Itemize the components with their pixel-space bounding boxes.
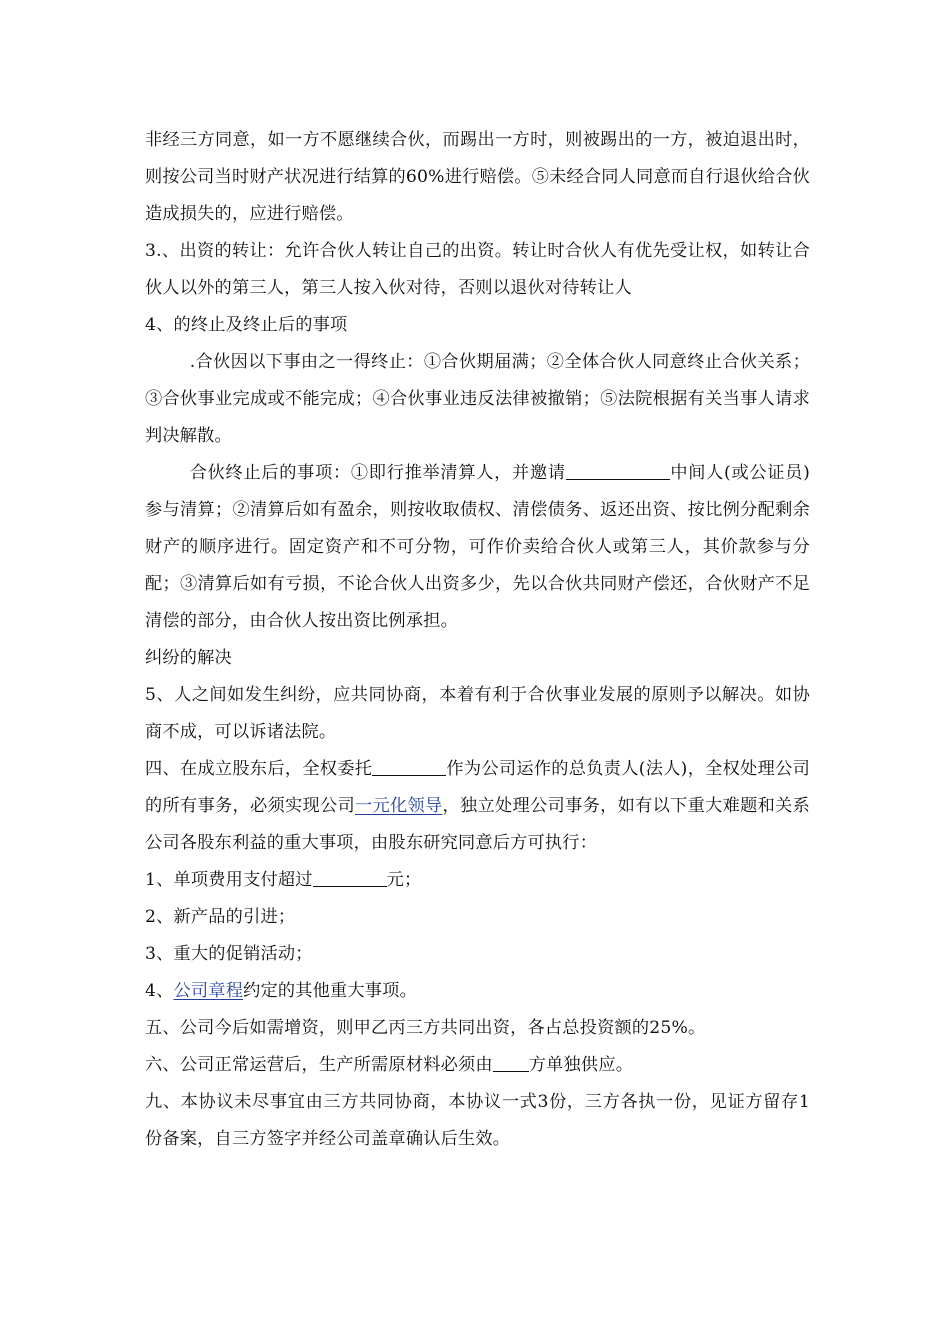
text-segment: 方单独供应。 <box>528 1055 634 1075</box>
paragraph-withdrawal-compensation: 非经三方同意，如一方不愿继续合伙，而踢出一方时，则被踢出的一方，被迫退出时，则按公司当时财产状况进行结算的60%进行赔偿。⑤未经合同人同意而自行退伙给合伙造成损失的，应进行赔偿。 <box>145 130 810 224</box>
text-segment: ，独立处理公司事务，如有以下重大难题和关系公司各股东利益的重大事项，由股东研究同意后方可执行： <box>145 796 810 853</box>
text-segment: 六、公司正常运营后，生产所需原材料必须由 <box>145 1055 493 1075</box>
heading-termination: 4、的终止及终止后的事项 <box>145 315 348 335</box>
link-articles-of-association[interactable]: 公司章程 <box>173 981 244 1001</box>
heading-dispute-resolution: 纠纷的解决 <box>145 648 232 668</box>
document-page <box>145 122 810 1158</box>
paragraph-raw-material-supply <box>145 1047 810 1084</box>
paragraph-dispute: 5、人之间如发生纠纷，应共同协商，本着有利于合伙事业发展的原则予以解决。如协商不成，可以诉诸法院。 <box>145 685 810 742</box>
text-segment: 作为公司运作的总负责人(法人)，全权处理公司的所有事务，必须实现公司 <box>145 759 810 816</box>
text-segment: 4、 <box>145 981 174 1001</box>
paragraph-delegation <box>145 751 810 862</box>
list-item-promotions: 3、重大的促销活动； <box>145 944 313 964</box>
list-item-articles <box>145 973 810 1010</box>
fill-blank-intermediary[interactable] <box>566 461 670 480</box>
fill-blank-representative[interactable] <box>372 757 446 776</box>
paragraph-capital-transfer: 3.、出资的转让：允许合伙人转让自己的出资。转让时合伙人有优先受让权，如转让合伙人以外的第三人，第三人按入伙对待，否则以退伙对待转让人 <box>145 241 810 298</box>
list-item-new-products: 2、新产品的引进； <box>145 907 296 927</box>
text-segment: 四、在成立股东后，全权委托 <box>145 759 373 779</box>
paragraph-capital-increase: 五、公司今后如需增资，则甲乙丙三方共同出资，各占总投资额的25%。 <box>145 1018 706 1038</box>
text-segment: 中间人(或公证员)参与清算；②清算后如有盈余，则按收取债权、清偿债务、返还出资、按比例分配剩余财产的顺序进行。固定资产和不可分物，可作价卖给合伙人或第三人，其价款参与分配；③清算后如有亏损，不论合伙人出资多少，先以合伙共同财产偿还，合伙财产不足清偿的部分，由合伙人按出资比例承担。 <box>145 463 811 631</box>
text-segment: 合伙终止后的事项：①即行推举清算人，并邀请 <box>189 463 566 483</box>
text-segment: 约定的其他重大事项。 <box>243 981 417 1001</box>
text-segment: 元； <box>386 870 422 890</box>
fill-blank-supplier[interactable] <box>493 1053 529 1072</box>
paragraph-after-termination <box>145 455 810 640</box>
link-unified-leadership[interactable]: 一元化领导 <box>355 796 443 816</box>
paragraph-termination-reasons: .合伙因以下事由之一得终止：①合伙期届满；②全体合伙人同意终止合伙关系；③合伙事业完成或不能完成；④合伙事业违反法律被撤销；⑤法院根据有关当事人请求判决解散。 <box>145 352 810 446</box>
fill-blank-amount[interactable] <box>313 868 387 887</box>
text-segment: 1、单项费用支付超过 <box>145 870 313 890</box>
list-item-expense-limit <box>145 862 810 899</box>
paragraph-final-clause: 九、本协议未尽事宜由三方共同协商，本协议一式3份，三方各执一份，见证方留存1份备案，自三方签字并经公司盖章确认后生效。 <box>145 1092 810 1149</box>
